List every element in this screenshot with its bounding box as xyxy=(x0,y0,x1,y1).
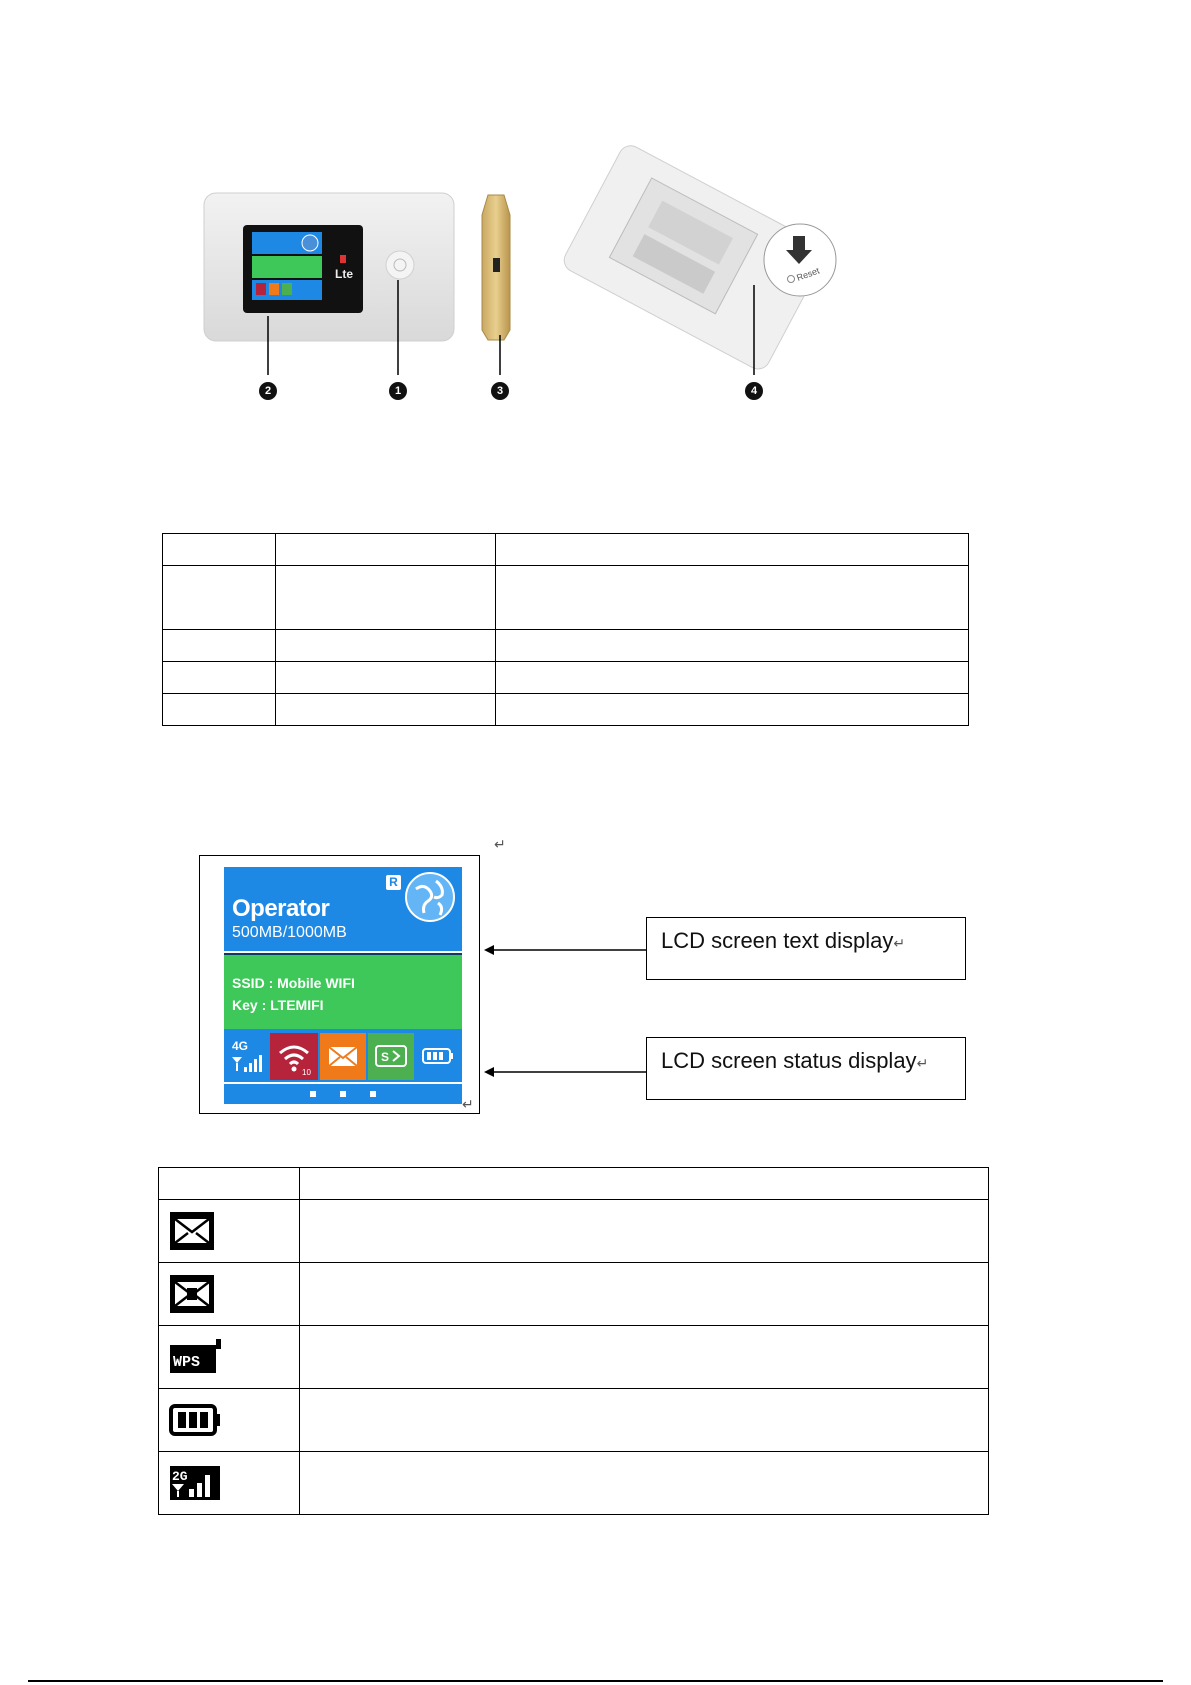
parts-table xyxy=(162,533,969,726)
footer-rule xyxy=(28,1680,1163,1682)
table-row xyxy=(159,1452,989,1515)
sms-tile xyxy=(320,1033,366,1080)
lcd-wifi-info xyxy=(224,953,462,1031)
envelope-icon xyxy=(169,1211,215,1251)
wps-label: WPS xyxy=(173,1354,201,1371)
battery-icon xyxy=(169,1400,221,1440)
return-mark: ↵ xyxy=(916,1055,929,1071)
icon-table xyxy=(158,1167,989,1515)
table-cell xyxy=(159,1326,300,1389)
table-cell xyxy=(163,630,276,662)
table-cell xyxy=(163,662,276,694)
table-row xyxy=(159,1326,989,1389)
table-row xyxy=(159,1263,989,1326)
globe-icon xyxy=(404,871,456,923)
battery-icon xyxy=(416,1033,460,1080)
wps-icon xyxy=(169,1337,221,1377)
table-row xyxy=(163,566,969,630)
table-cell xyxy=(276,694,496,726)
table-cell xyxy=(496,566,969,630)
page-dot xyxy=(340,1091,346,1097)
callout-number-4: 4 xyxy=(745,382,763,400)
wifi-tile xyxy=(270,1033,318,1080)
table-cell xyxy=(496,630,969,662)
table-row xyxy=(159,1389,989,1452)
table-cell xyxy=(159,1452,300,1515)
callout-number-1: 1 xyxy=(389,382,407,400)
table-cell xyxy=(159,1263,300,1326)
wps-icon xyxy=(368,1033,414,1080)
lcd-text-area xyxy=(224,867,462,951)
table-row xyxy=(163,534,969,566)
svg-text:S: S xyxy=(381,1050,390,1064)
page-indicator xyxy=(224,1084,462,1104)
callout-number-3: 3 xyxy=(491,382,509,400)
table-cell xyxy=(163,566,276,630)
network-2g-label: 2G xyxy=(172,1469,188,1484)
table-cell xyxy=(496,694,969,726)
table-cell xyxy=(276,534,496,566)
key-text: Key : LTEMIFI xyxy=(232,997,324,1013)
reset-label: Reset xyxy=(795,265,821,283)
wifi-icon xyxy=(270,1033,318,1080)
network-badge: 4G xyxy=(232,1039,249,1053)
return-mark: ↵ xyxy=(462,1096,474,1112)
page-dot xyxy=(370,1091,376,1097)
data-usage: 500MB/1000MB xyxy=(232,924,347,941)
table-cell xyxy=(300,1389,989,1452)
callout-arrows xyxy=(480,930,650,1080)
table-cell xyxy=(496,662,969,694)
table-cell xyxy=(276,662,496,694)
return-mark: ↵ xyxy=(494,836,506,852)
table-cell xyxy=(159,1168,300,1200)
return-mark: ↵ xyxy=(893,935,906,951)
table-cell xyxy=(300,1263,989,1326)
wps-tile xyxy=(368,1033,414,1080)
power-button xyxy=(386,251,414,279)
lcd-diagram-frame xyxy=(199,855,480,1114)
table-cell xyxy=(300,1200,989,1263)
table-cell xyxy=(496,534,969,566)
lcd-status-bar xyxy=(224,1029,462,1082)
table-cell xyxy=(300,1326,989,1389)
operator-name: Operator xyxy=(232,895,330,922)
signal-2g-icon xyxy=(169,1463,221,1503)
table-row xyxy=(163,630,969,662)
callout-number-2: 2 xyxy=(259,382,277,400)
roaming-badge: R xyxy=(386,875,401,890)
table-cell xyxy=(276,566,496,630)
table-cell xyxy=(300,1452,989,1515)
text-display-callout xyxy=(646,917,966,980)
unread-sms-icon xyxy=(169,1274,215,1314)
text-display-label: LCD screen text display xyxy=(661,928,894,953)
table-row xyxy=(163,662,969,694)
table-cell xyxy=(163,534,276,566)
signal-icon xyxy=(231,1053,265,1073)
envelope-icon xyxy=(320,1033,366,1080)
table-cell xyxy=(300,1168,989,1200)
table-row xyxy=(163,694,969,726)
table-row xyxy=(159,1168,989,1200)
table-cell xyxy=(163,694,276,726)
table-cell xyxy=(159,1389,300,1452)
ssid-text: SSID : Mobile WIFI xyxy=(232,975,355,991)
device-illustration xyxy=(0,0,1191,420)
device-drawing xyxy=(0,0,1191,420)
lcd-screen xyxy=(224,867,462,1104)
table-row xyxy=(159,1200,989,1263)
battery-tile xyxy=(416,1033,460,1080)
svg-text:Lte: Lte xyxy=(335,267,353,281)
status-display-label: LCD screen status display xyxy=(661,1048,917,1073)
page-dot xyxy=(310,1091,316,1097)
svg-text:10: 10 xyxy=(302,1068,311,1077)
status-display-callout xyxy=(646,1037,966,1100)
table-cell xyxy=(159,1200,300,1263)
table-cell xyxy=(276,630,496,662)
signal-4g-tile xyxy=(226,1033,268,1080)
